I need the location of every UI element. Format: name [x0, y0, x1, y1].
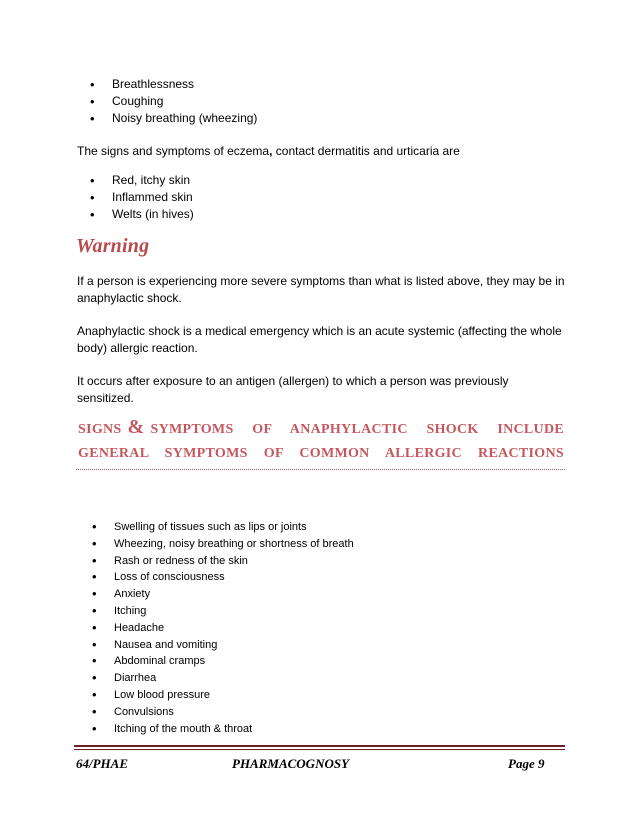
list-item: • Inflammed skin	[90, 189, 194, 206]
list-item: • Convulsions	[92, 704, 354, 721]
footer-rule-thick	[74, 745, 565, 747]
signs-heading-line1	[78, 416, 564, 441]
list-item: • Diarrhea	[92, 670, 354, 687]
eczema-comma: ,	[269, 144, 273, 158]
heading-divider	[76, 469, 565, 470]
symptom-list-respiratory	[90, 76, 257, 127]
list-item: • Noisy breathing (wheezing)	[90, 110, 257, 127]
signs-heading-rest: SYMPTOMS OF ANAPHYLACTIC SHOCK INCLUDE	[150, 422, 564, 437]
footer-rule-thin	[74, 749, 565, 750]
list-item: • Abdominal cramps	[92, 653, 354, 670]
list-item: • Headache	[92, 620, 354, 637]
list-item: • Red, itchy skin	[90, 172, 194, 189]
signs-word: SIGNS	[78, 422, 122, 437]
eczema-text-start: The signs and symptoms of eczema	[77, 144, 270, 158]
eczema-text-end: contact dermatitis and urticaria are	[272, 144, 460, 158]
list-item: • Anxiety	[92, 586, 354, 603]
antigen-exposure-paragraph: It occurs after exposure to an antigen (allergen) to which a person was previously sensitized.	[77, 374, 509, 405]
list-item: • Breathlessness	[90, 76, 257, 93]
signs-heading-line2: GENERAL SYMPTOMS OF COMMON ALLERGIC REACTIONS	[78, 446, 564, 461]
warning-heading: Warning	[76, 235, 150, 257]
footer-course-code: 64/PHAE	[76, 756, 129, 771]
eczema-intro-paragraph	[77, 143, 567, 160]
signs-symptoms-heading	[78, 416, 564, 465]
list-item: • Itching	[92, 603, 354, 620]
anaphylactic-shock-paragraph: Anaphylactic shock is a medical emergency which is an acute systemic (affecting the whole body) allergic reaction.	[77, 324, 562, 355]
footer-subject: PHARMACOGNOSY	[232, 756, 350, 771]
footer-page-number: Page 9	[508, 756, 545, 771]
list-item: • Low blood pressure	[92, 687, 354, 704]
list-item: • Itching of the mouth & throat	[92, 721, 354, 738]
list-item: • Welts (in hives)	[90, 206, 194, 223]
ampersand: &	[127, 416, 145, 438]
list-item: • Wheezing, noisy breathing or shortness of breath	[92, 536, 354, 553]
list-item: • Swelling of tissues such as lips or joints	[92, 519, 354, 536]
severe-symptoms-paragraph: If a person is experiencing more severe symptoms than what is listed above, they may be in anaphylactic shock.	[77, 274, 565, 305]
list-item: • Coughing	[90, 93, 257, 110]
list-item: • Loss of consciousness	[92, 569, 354, 586]
anaphylaxis-symptom-list	[92, 519, 354, 737]
list-item: • Nausea and vomiting	[92, 637, 354, 654]
list-item: • Rash or redness of the skin	[92, 553, 354, 570]
symptom-list-skin	[90, 172, 194, 223]
